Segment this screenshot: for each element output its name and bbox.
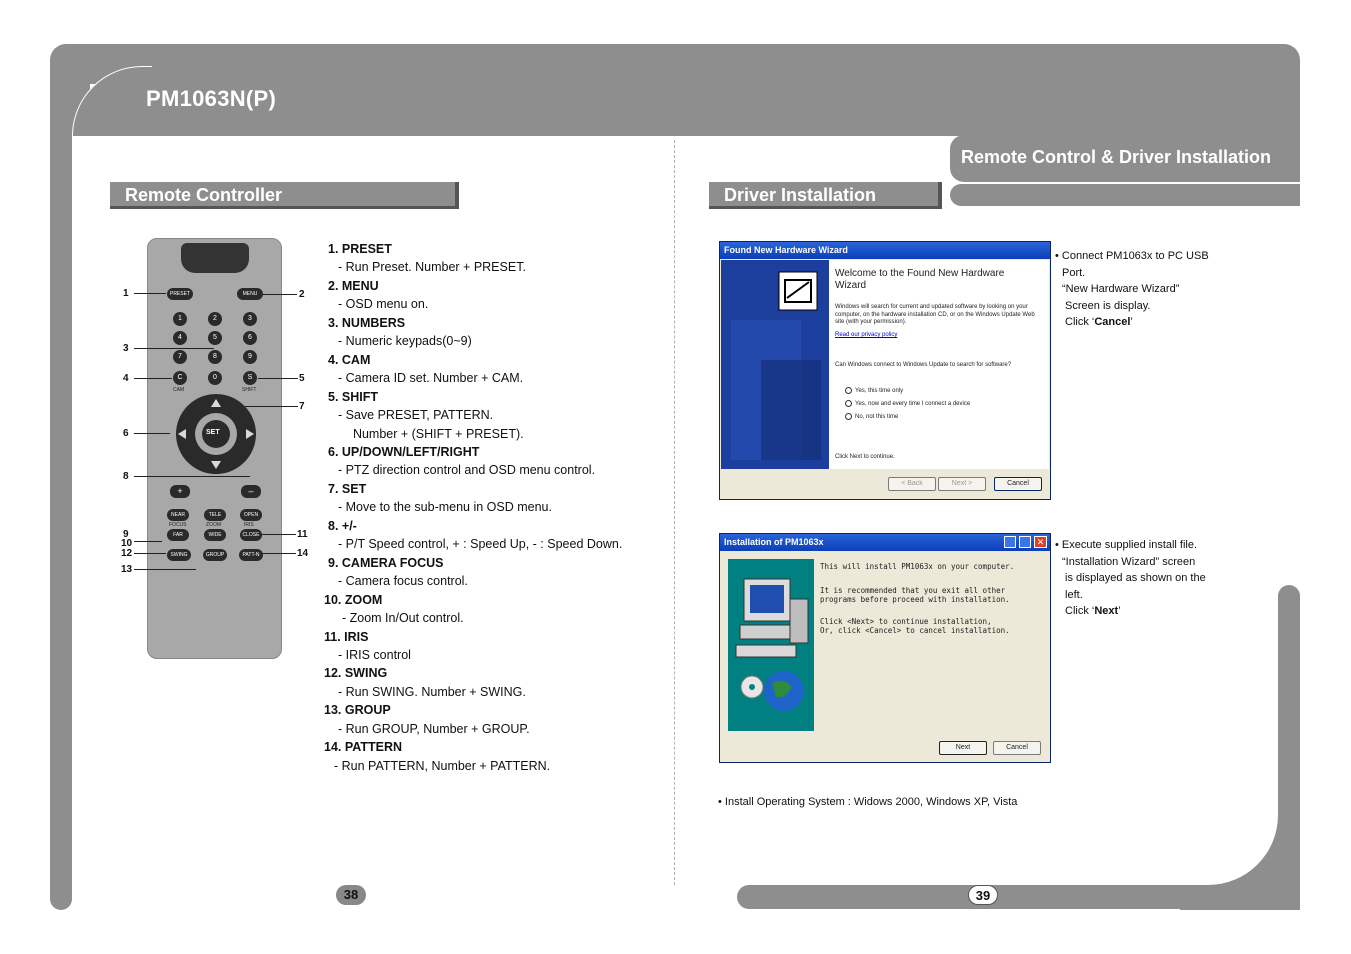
item-title: 11. IRIS bbox=[324, 629, 369, 644]
key-2: 2 bbox=[208, 312, 222, 326]
note1-line5 bbox=[1055, 314, 1245, 331]
installer-line3: Click <Next> to continue installation, bbox=[820, 617, 992, 626]
key-0: 0 bbox=[208, 371, 222, 385]
item-title: 9. CAMERA FOCUS bbox=[328, 555, 444, 570]
item-title: 7. SET bbox=[328, 481, 367, 496]
callout-line-2 bbox=[262, 294, 297, 295]
set-key-label: SET bbox=[206, 429, 220, 436]
hardware-wizard-screenshot bbox=[719, 241, 1051, 500]
option-no[interactable] bbox=[845, 413, 898, 422]
item-title: 5. SHIFT bbox=[328, 389, 379, 404]
os-note bbox=[718, 794, 1017, 811]
item-desc: - Run Preset. Number + PRESET. bbox=[338, 260, 526, 275]
doc-title: PM1063N(P) bbox=[146, 86, 277, 111]
option-always[interactable] bbox=[845, 400, 970, 409]
note1-line2: Port. bbox=[1062, 266, 1086, 279]
bottom-bar bbox=[737, 885, 1300, 909]
note1-cancel: Cancel bbox=[1094, 316, 1131, 328]
note1-line3: “New Hardware Wizard” bbox=[1062, 283, 1180, 295]
key-1: 1 bbox=[173, 312, 187, 326]
key-5: 5 bbox=[208, 331, 222, 345]
key-6: 6 bbox=[243, 331, 257, 345]
radio-icon bbox=[845, 413, 852, 420]
pattern-key: PATT-N bbox=[239, 549, 263, 561]
cam-key: C bbox=[173, 371, 187, 385]
callout-11: 11 bbox=[297, 529, 308, 540]
note1-line1: Connect PM1063x to PC USB bbox=[1061, 250, 1209, 262]
page-number-left: 38 bbox=[336, 885, 366, 905]
item-desc: - Numeric keypads(0~9) bbox=[338, 334, 472, 349]
callout-12: 12 bbox=[121, 548, 133, 559]
wizard-content bbox=[829, 260, 1049, 469]
wizard-heading: Welcome to the Found New Hardware Wizard bbox=[835, 268, 1005, 291]
installer-line1: This will install PM1063x on your computer. bbox=[820, 562, 1015, 571]
option-no-label: No, not this time bbox=[855, 414, 899, 421]
item-desc: - Run PATTERN, Number + PATTERN. bbox=[334, 758, 551, 773]
installer-line2: It is recommended that you exit all other programs before proceed with installation. bbox=[820, 586, 1010, 604]
installer-screenshot bbox=[719, 533, 1051, 763]
close-icon[interactable]: ✕ bbox=[1034, 536, 1047, 548]
callout-line-4 bbox=[134, 378, 172, 379]
menu-key: MENU bbox=[237, 288, 263, 300]
focus-label: FOCUS bbox=[169, 522, 187, 528]
callout-line-8 bbox=[134, 476, 250, 477]
callout-14: 14 bbox=[297, 548, 309, 559]
callout-line-10 bbox=[134, 541, 162, 542]
item-desc: - IRIS control bbox=[338, 647, 411, 662]
callout-line-12 bbox=[134, 553, 166, 554]
callout-4: 4 bbox=[123, 373, 129, 384]
item-desc: - PTZ direction control and OSD menu control. bbox=[338, 463, 596, 478]
iris-label: IRIS bbox=[244, 522, 254, 528]
frame-top bbox=[50, 44, 1300, 84]
callout-line-6 bbox=[134, 433, 170, 434]
ir-window bbox=[181, 243, 249, 273]
item-title: 13. GROUP bbox=[324, 703, 391, 718]
back-button[interactable]: < Back bbox=[888, 477, 936, 491]
note2-line5 bbox=[1055, 603, 1245, 620]
callout-line-14 bbox=[262, 553, 296, 554]
far-key: FAR bbox=[167, 529, 189, 541]
driver-installation-title: Driver Installation bbox=[724, 185, 877, 205]
wizard-body: Windows will search for current and updated software by looking on your computer, on the hardware installation CD, or on the Windows Update Web site (with your permission). bbox=[835, 304, 1035, 325]
callout-10: 10 bbox=[121, 538, 133, 549]
remote-controller-header bbox=[110, 182, 459, 209]
remote-controller-image bbox=[147, 238, 282, 659]
key-3: 3 bbox=[243, 312, 257, 326]
swing-key: SWING bbox=[167, 549, 191, 561]
callout-8: 8 bbox=[123, 471, 129, 482]
page-divider bbox=[674, 140, 675, 885]
note2-line1: Execute supplied install file. bbox=[1061, 539, 1198, 551]
remote-function-list bbox=[324, 240, 664, 775]
note2-line2: “Installation Wizard” screen bbox=[1062, 555, 1196, 568]
option-once-label: Yes, this time only bbox=[855, 388, 904, 395]
callout-1: 1 bbox=[123, 288, 129, 299]
item-title: 3. NUMBERS bbox=[328, 315, 406, 330]
left-frame-rail bbox=[50, 120, 72, 910]
computer-globe-icon bbox=[728, 559, 814, 731]
cancel-button[interactable]: Cancel bbox=[994, 477, 1042, 491]
item-desc: - Camera focus control. bbox=[338, 574, 468, 589]
item-desc: - Run SWING. Number + SWING. bbox=[338, 684, 526, 699]
item-desc: - Zoom In/Out control. bbox=[342, 611, 464, 626]
callout-3: 3 bbox=[123, 343, 129, 354]
preset-key: PRESET bbox=[167, 288, 193, 300]
note1-line4: Screen is display. bbox=[1062, 299, 1151, 312]
zoom-label: ZOOM bbox=[206, 522, 221, 528]
callout-line-11 bbox=[262, 534, 296, 535]
key-8: 8 bbox=[208, 350, 222, 364]
tele-key: TELE bbox=[204, 509, 226, 521]
wizard-side-graphic bbox=[721, 260, 829, 469]
radio-icon bbox=[845, 400, 852, 407]
near-key: NEAR bbox=[167, 509, 189, 521]
callout-7: 7 bbox=[299, 401, 305, 412]
note1-quote: ’ bbox=[1130, 316, 1133, 328]
item-title: 1. PRESET bbox=[328, 242, 392, 256]
note2-line3: is displayed as shown on the bbox=[1062, 572, 1206, 584]
callout-6: 6 bbox=[123, 428, 129, 439]
plus-key: + bbox=[170, 485, 190, 498]
callout-line-1 bbox=[134, 293, 166, 294]
note-execute bbox=[1055, 537, 1245, 620]
wizard-footer: Click Next to continue. bbox=[835, 454, 895, 460]
callout-line-3 bbox=[134, 348, 214, 349]
section-tab-label: Remote Control & Driver Installation bbox=[961, 147, 1272, 167]
installer-line4: Or, click <Cancel> to cancel installation. bbox=[820, 626, 1010, 635]
callout-line-5 bbox=[258, 378, 298, 379]
bullet: • bbox=[1055, 539, 1059, 551]
wizard-question: Can Windows connect to Windows Update to search for software? bbox=[835, 362, 1012, 368]
note2-next: Next bbox=[1094, 605, 1119, 617]
item-desc: - OSD menu on. bbox=[338, 297, 429, 312]
key-4: 4 bbox=[173, 331, 187, 345]
maximize-icon[interactable] bbox=[1019, 536, 1031, 548]
callout-13: 13 bbox=[121, 564, 133, 575]
driver-installation-header bbox=[709, 182, 942, 209]
cam-label: CAM bbox=[173, 387, 185, 393]
privacy-link[interactable]: Read our privacy policy bbox=[835, 332, 898, 338]
option-once[interactable] bbox=[845, 387, 903, 396]
close-key: CLOSE bbox=[240, 529, 262, 541]
installer-side-graphic bbox=[728, 559, 814, 731]
callout-line-13 bbox=[134, 569, 196, 570]
item-title: 14. PATTERN bbox=[324, 740, 403, 755]
item-desc-cont: Number + (SHIFT + PRESET). bbox=[346, 426, 524, 441]
minimize-icon[interactable] bbox=[1004, 536, 1016, 548]
section-tab-pill bbox=[950, 184, 1300, 206]
installer-cancel-button[interactable]: Cancel bbox=[993, 741, 1041, 755]
item-desc: - Camera ID set. Number + CAM. bbox=[338, 371, 524, 386]
page-number-right: 39 bbox=[968, 885, 998, 905]
item-title: 12. SWING bbox=[324, 666, 388, 681]
item-desc: - Save PRESET, PATTERN. bbox=[338, 408, 494, 423]
item-title: 6. UP/DOWN/LEFT/RIGHT bbox=[328, 444, 480, 459]
wizard-hardware-icon bbox=[721, 260, 829, 469]
bullet: • bbox=[718, 796, 722, 808]
bullet: • bbox=[1055, 250, 1059, 262]
group-key: GROUP bbox=[203, 549, 227, 561]
item-title: 4. CAM bbox=[328, 352, 371, 367]
key-7: 7 bbox=[173, 350, 187, 364]
key-9: 9 bbox=[243, 350, 257, 364]
remote-controller-title: Remote Controller bbox=[125, 185, 283, 205]
installer-next-button[interactable]: Next bbox=[939, 741, 987, 755]
open-key: OPEN bbox=[240, 509, 262, 521]
os-note-text: Install Operating System : Widows 2000, Windows XP, Vista bbox=[724, 796, 1018, 808]
option-always-label: Yes, now and every time I connect a device bbox=[855, 401, 971, 408]
next-button[interactable]: Next > bbox=[938, 477, 986, 491]
installer-title: Installation of PM1063x bbox=[724, 537, 824, 547]
callout-9: 9 bbox=[123, 529, 129, 540]
note-connect bbox=[1055, 248, 1245, 331]
shift-key: S bbox=[243, 371, 257, 385]
note2-quote: ’ bbox=[1118, 605, 1121, 617]
minus-key: – bbox=[241, 485, 261, 498]
note2-line4: left. bbox=[1062, 588, 1083, 601]
item-desc: - Move to the sub-menu in OSD menu. bbox=[338, 500, 552, 515]
wizard-titlebar: Found New Hardware Wizard bbox=[720, 242, 1050, 259]
callout-2: 2 bbox=[299, 289, 305, 300]
item-title: 8. +/- bbox=[328, 518, 357, 533]
item-title: 2. MENU bbox=[328, 278, 379, 293]
item-title: 10. ZOOM bbox=[324, 592, 383, 607]
wide-key: WIDE bbox=[204, 529, 226, 541]
shift-label: SHIFT bbox=[242, 387, 257, 393]
item-desc: - Run GROUP, Number + GROUP. bbox=[338, 721, 530, 736]
radio-icon bbox=[845, 387, 852, 394]
item-desc: - P/T Speed control, + : Speed Up, - : Speed Down. bbox=[338, 537, 623, 552]
callout-5: 5 bbox=[299, 373, 305, 384]
installer-titlebar bbox=[720, 534, 1050, 551]
callout-line-7 bbox=[245, 406, 298, 407]
note1-click: Click ‘ bbox=[1065, 316, 1095, 328]
note2-click: Click ‘ bbox=[1065, 605, 1095, 617]
